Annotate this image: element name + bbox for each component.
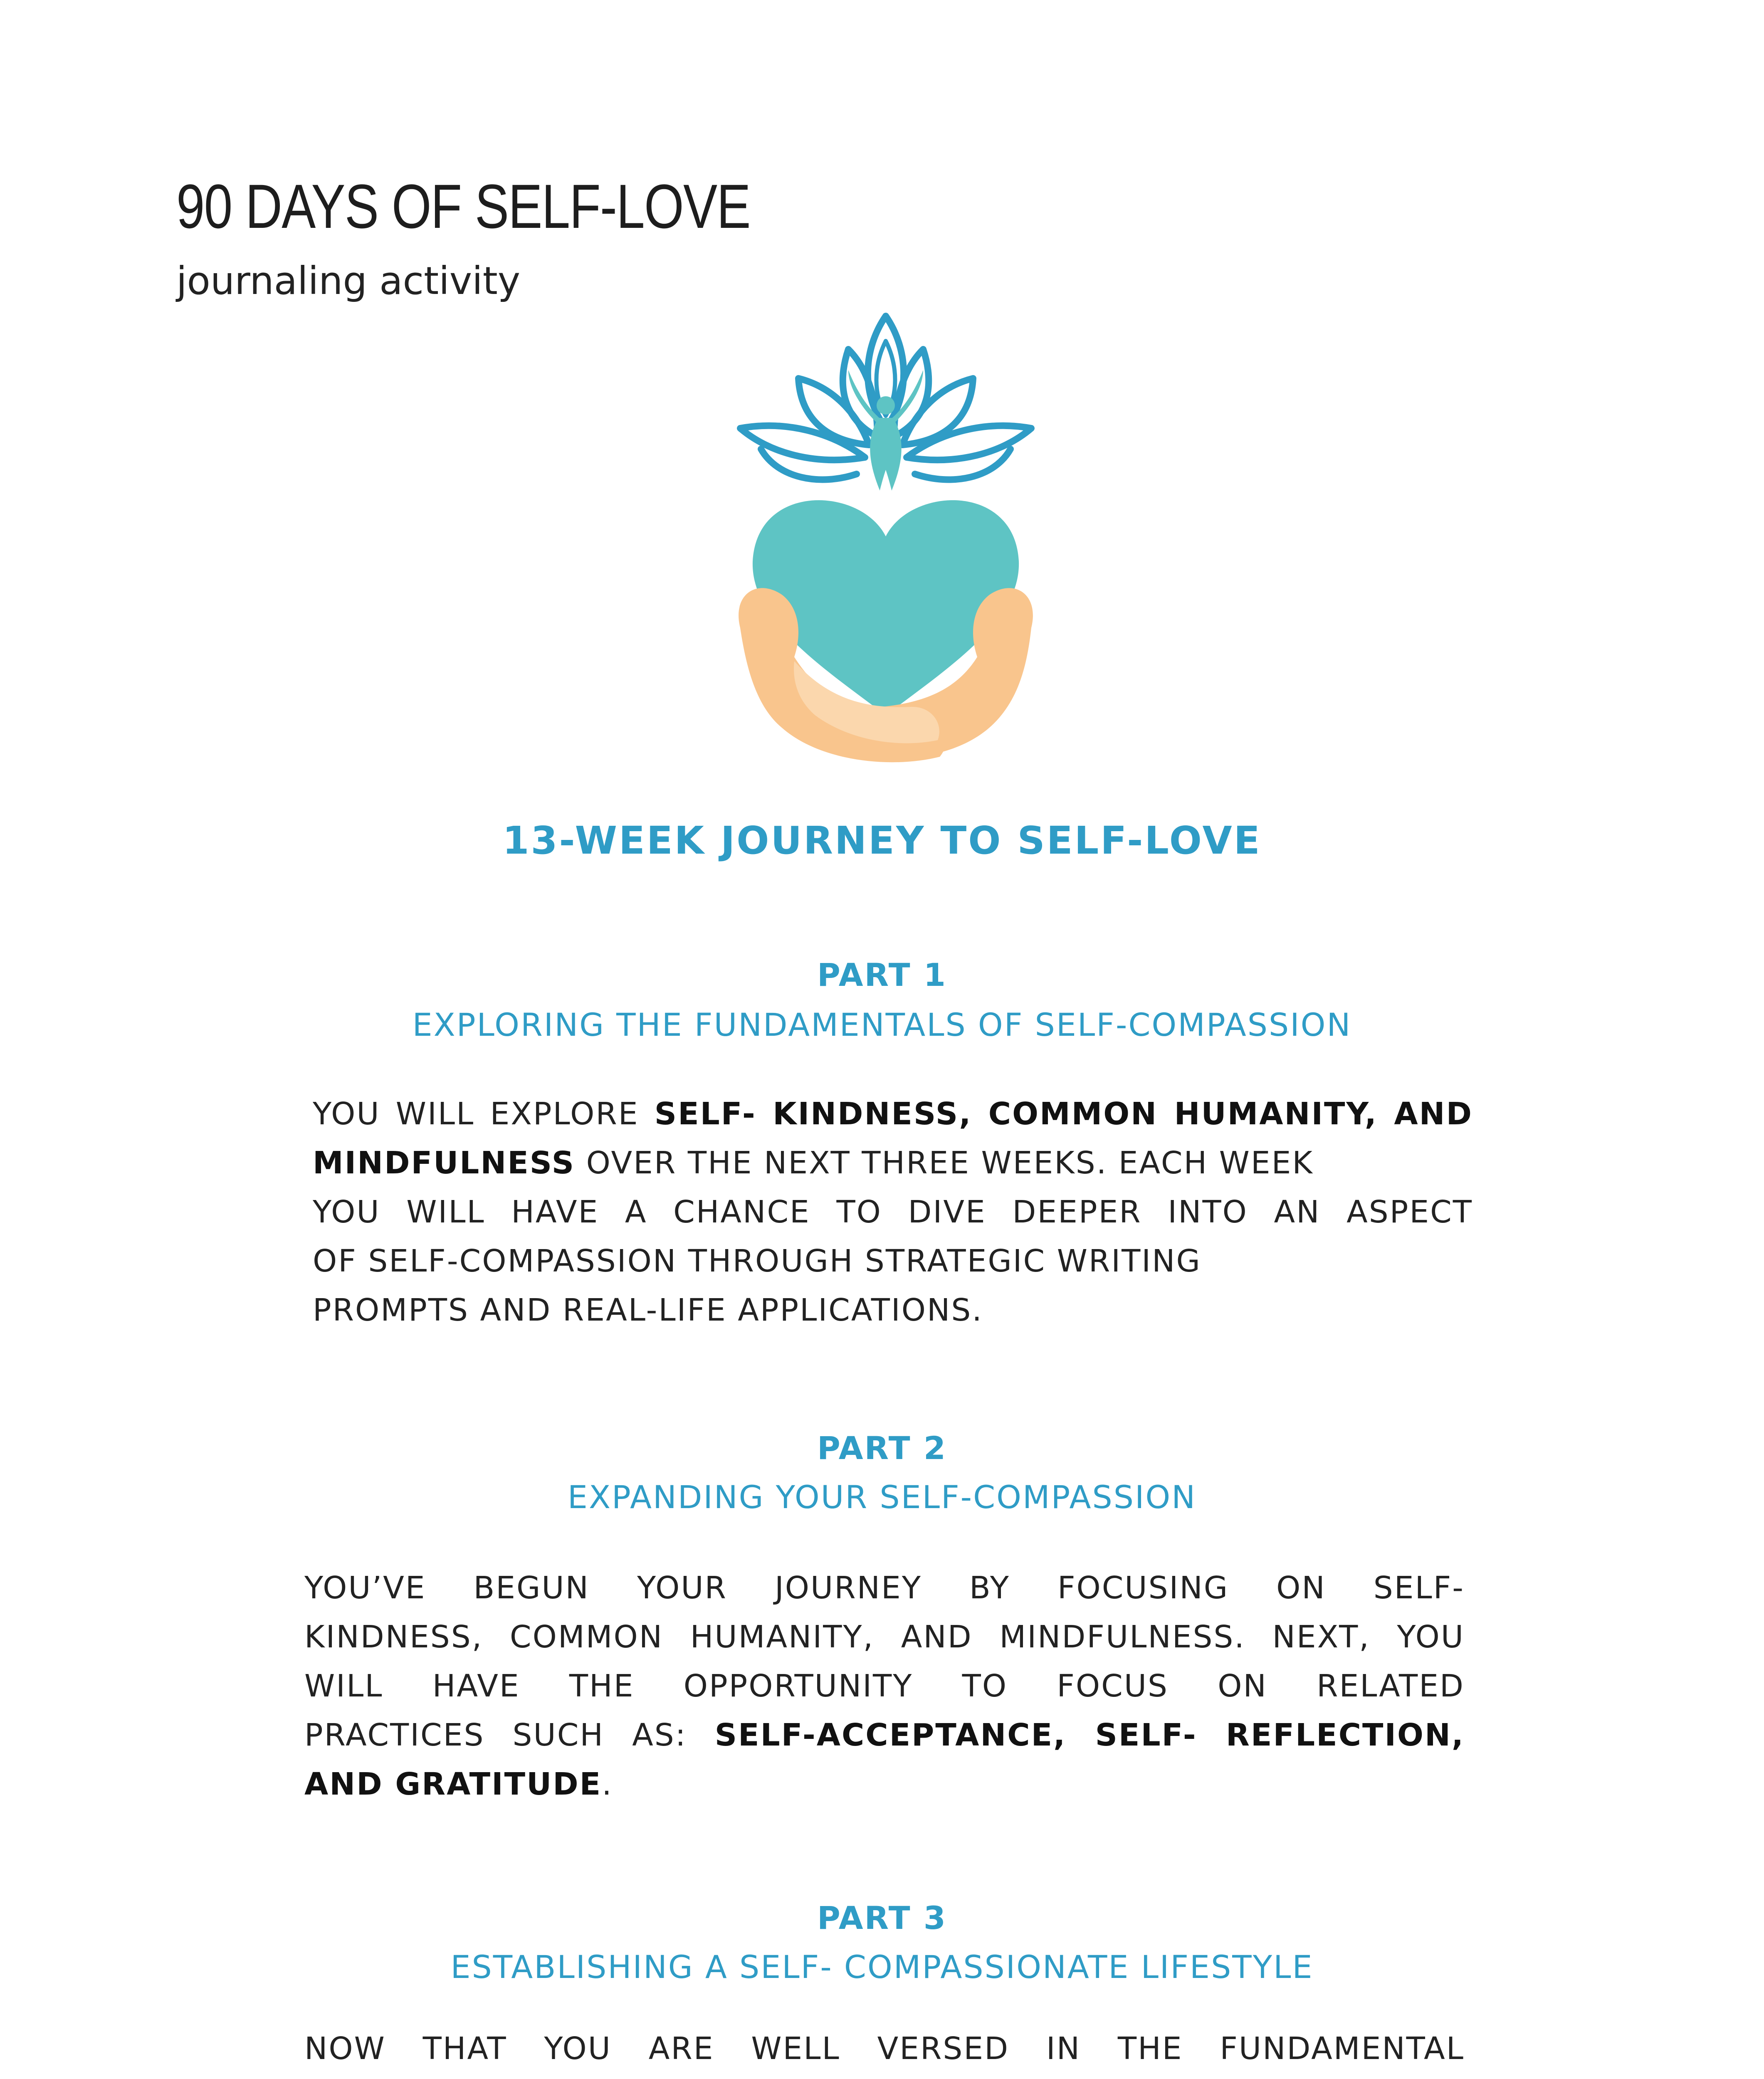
part-3-subtitle: ESTABLISHING A SELF- COMPASSIONATE LIFESTYLE xyxy=(450,1948,1314,1985)
part-1-label: PART 1 xyxy=(817,956,947,993)
part-1-line-3: YOU WILL HAVE A CHANCE TO DIVE DEEPER INTO AN ASPECT xyxy=(313,1194,1473,1230)
part-1-line-5: PROMPTS AND REAL-LIFE APPLICATIONS. xyxy=(313,1292,983,1328)
part-3-label: PART 3 xyxy=(817,1899,947,1936)
part-1-body xyxy=(313,1089,1473,1335)
journey-title: 13-WEEK JOURNEY TO SELF-LOVE xyxy=(502,818,1262,863)
part-3-body xyxy=(304,2024,1465,2079)
part-2-label: PART 2 xyxy=(817,1430,947,1467)
part-1-line-1: YOU WILL EXPLORE SELF- KINDNESS, COMMON HUMANITY, AND xyxy=(313,1096,1473,1132)
document-subtitle: journaling activity xyxy=(176,259,521,303)
part-1-line-2: MINDFULNESS OVER THE NEXT THREE WEEKS. EACH WEEK xyxy=(313,1145,1314,1181)
lotus-heart-hands-icon xyxy=(724,304,1048,769)
part-2-line-4: PRACTICES SUCH AS: SELF-ACCEPTANCE, SELF- REFLECTION, xyxy=(304,1717,1465,1753)
part-2-line-3: WILL HAVE THE OPPORTUNITY TO FOCUS ON RELATED xyxy=(304,1668,1465,1704)
part-2-subtitle: EXPANDING YOUR SELF-COMPASSION xyxy=(567,1479,1197,1516)
part-3-line-2 xyxy=(304,2073,1465,2079)
part-1-subtitle: EXPLORING THE FUNDAMENTALS OF SELF-COMPASSION xyxy=(412,1006,1352,1043)
part-2-line-5: AND GRATITUDE. xyxy=(304,1766,613,1802)
part-2-body xyxy=(304,1563,1465,1809)
part-1-line-4: OF SELF-COMPASSION THROUGH STRATEGIC WRITING xyxy=(313,1243,1201,1279)
part-2-line-1: YOU’VE BEGUN YOUR JOURNEY BY FOCUSING ON SELF- xyxy=(304,1570,1465,1606)
part-3-line-1: NOW THAT YOU ARE WELL VERSED IN THE FUNDAMENTAL xyxy=(304,2031,1465,2067)
part-2-line-2: KINDNESS, COMMON HUMANITY, AND MINDFULNESS. NEXT, YOU xyxy=(304,1619,1465,1655)
document-title: 90 DAYS OF SELF-LOVE xyxy=(176,171,750,241)
